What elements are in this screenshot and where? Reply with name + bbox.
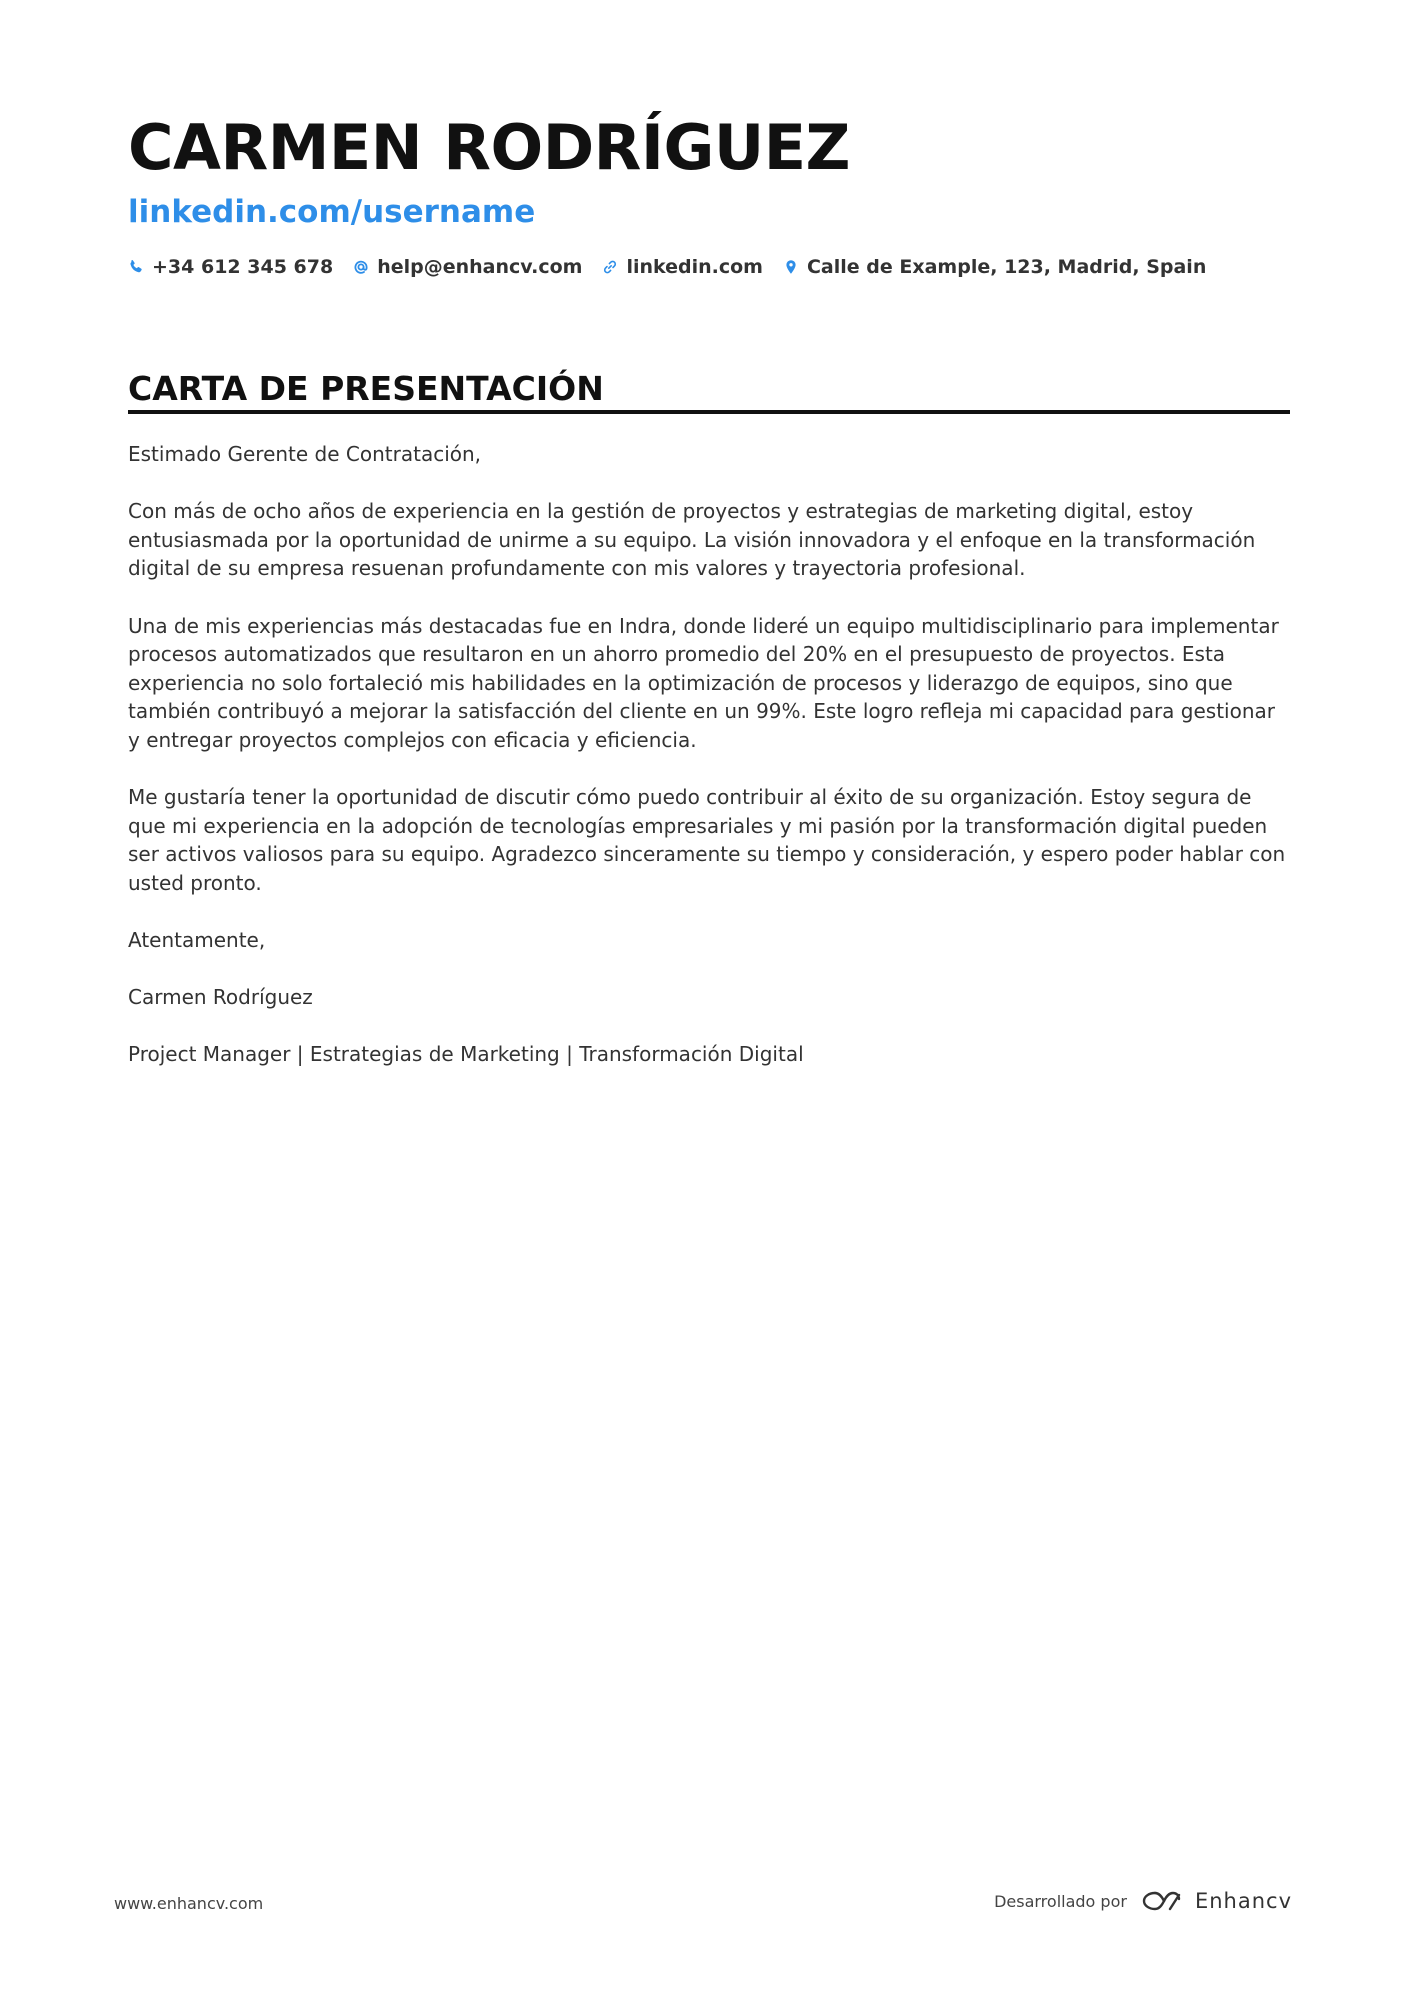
letter-body: [128, 440, 1290, 1098]
letter-signature: Carmen Rodríguez: [128, 985, 313, 1010]
footer-website[interactable]: www.enhancv.com: [114, 1894, 264, 1913]
contact-email-text: help@enhancv.com: [377, 256, 583, 278]
powered-by-label: Desarrollado por: [994, 1891, 1127, 1911]
section-title: CARTA DE PRESENTACIÓN: [128, 369, 604, 408]
brand-name: Enhancv: [1194, 1889, 1292, 1913]
candidate-name: CARMEN RODRÍGUEZ: [128, 111, 851, 184]
brand-logo[interactable]: [1139, 1888, 1292, 1914]
contact-linkedin-text: linkedin.com: [626, 256, 763, 278]
headline-link[interactable]: linkedin.com/username: [128, 194, 536, 230]
letter-greeting: Estimado Gerente de Contratación,: [128, 442, 482, 466]
contact-bar: [128, 252, 1206, 282]
contact-phone-text: +34 612 345 678: [152, 256, 334, 278]
contact-email[interactable]: [353, 256, 582, 278]
contact-linkedin[interactable]: [602, 256, 763, 278]
link-icon: [602, 259, 618, 275]
enhancv-logo-icon: [1139, 1888, 1185, 1914]
at-icon: [353, 259, 369, 275]
contact-location-text: Calle de Example, 123, Madrid, Spain: [806, 256, 1207, 278]
section-divider: [128, 410, 1290, 414]
letter-tagline: Project Manager | Estrategias de Marketing | Transformación Digital: [128, 1042, 804, 1067]
contact-location: [783, 256, 1206, 278]
location-pin-icon: [783, 259, 799, 275]
letter-paragraph-1: Con más de ocho años de experiencia en la gestión de proyectos y estrategias de marketing digital, estoy entusiasmada por la oportunidad de unirme a su equipo. La visión innovadora y el enfoque en la transformación digital de su empresa resuenan profundamente con mis valores y trayectoria profesional.: [128, 499, 1256, 581]
contact-phone[interactable]: [128, 256, 333, 278]
letter-closing: Atentamente,: [128, 928, 266, 953]
letter-paragraph-3: Me gustaría tener la oportunidad de discutir cómo puedo contribuir al éxito de su organización. Estoy segura de que mi experiencia en la adopción de tecnologías empresariales y mi pasión por la transformación digital pueden ser activos valiosos para su equipo. Agradezco sinceramente su tiempo y consideración, y espero poder hablar con usted pronto.: [128, 785, 1286, 895]
phone-icon: [128, 259, 144, 275]
letter-paragraph-2: Una de mis experiencias más destacadas fue en Indra, donde lideré un equipo multidisciplinario para implementar procesos automatizados que resultaron en un ahorro promedio del 20% en el presupuesto de proyectos. Esta experiencia no solo fortaleció mis habilidades en la optimización de procesos y liderazgo de equipos, sino que también contribuyó a mejorar la satisfacción del cliente en un 99%. Este logro refleja mi capacidad para gestionar y entregar proyectos complejos con eficacia y eficiencia.: [128, 613, 1279, 752]
footer-branding: [994, 1888, 1292, 1914]
